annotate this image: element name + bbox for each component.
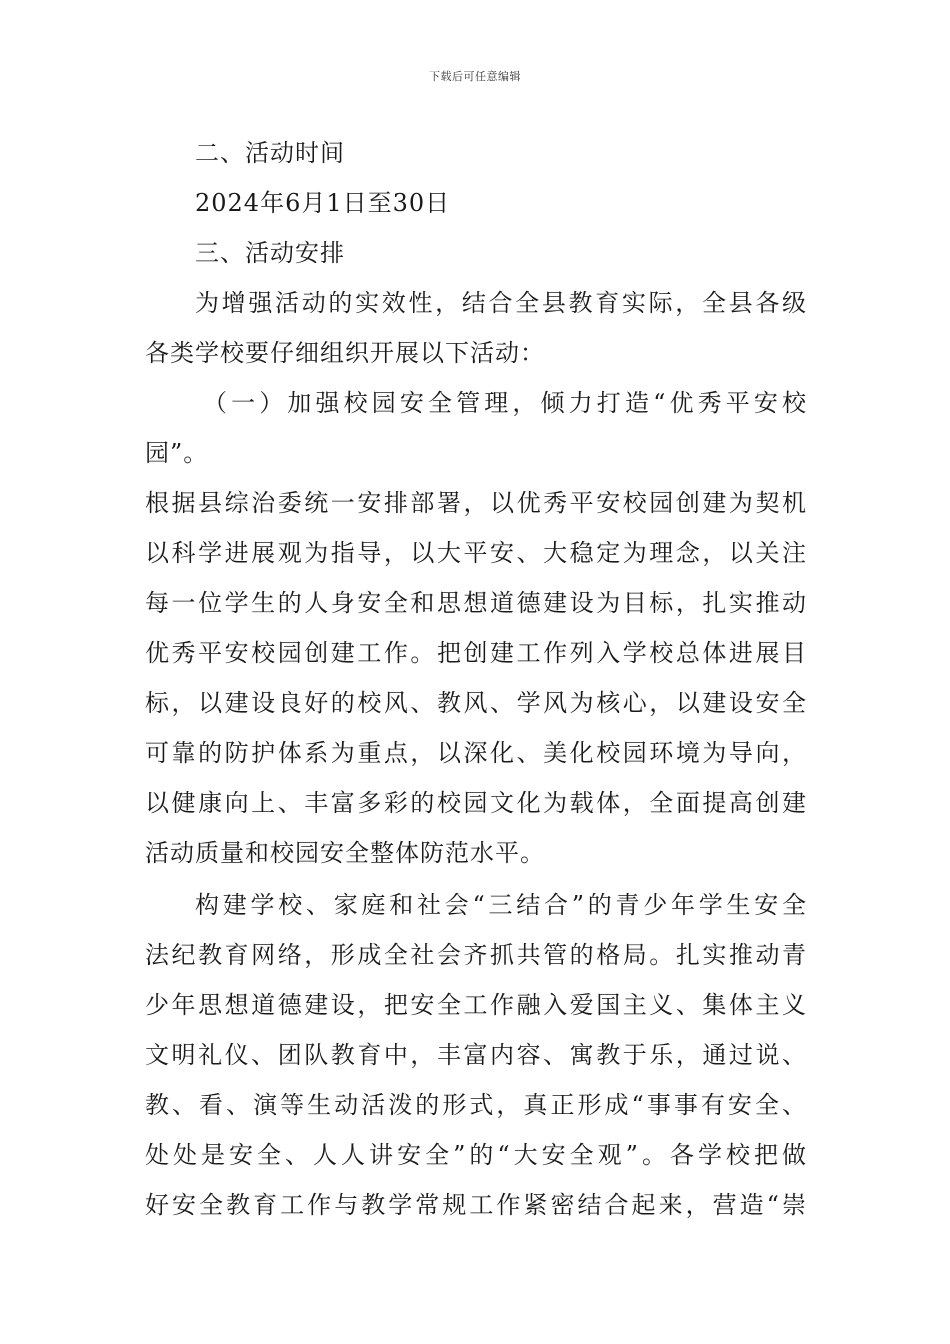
paragraph-line: 为增强活动的实效性，结合全县教育实际，全县各级 bbox=[195, 289, 807, 317]
paragraph-line: 各类学校要仔细组织开展以下活动： bbox=[145, 339, 545, 367]
paragraph-line: 少年思想道德建设，把安全工作融入爱国主义、集体主义 bbox=[145, 991, 807, 1019]
header-note: 下载后可任意编辑 bbox=[429, 70, 521, 83]
paragraph-line: 每一位学生的人身安全和思想道德建设为目标，扎实推动 bbox=[145, 589, 807, 617]
section-heading-time: 二、活动时间 bbox=[195, 139, 345, 167]
section-heading-arrangement: 三、活动安排 bbox=[195, 239, 345, 267]
paragraph-line: 以科学进展观为指导，以大平安、大稳定为理念，以关注 bbox=[145, 539, 807, 567]
paragraph-line: 法纪教育网络，形成全社会齐抓共管的格局。扎实推动青 bbox=[145, 941, 807, 969]
paragraph-line: 构建学校、家庭和社会“三结合”的青少年学生安全 bbox=[195, 891, 807, 919]
paragraph-line: 活动质量和校园安全整体防范水平。 bbox=[145, 839, 545, 867]
document-body bbox=[145, 128, 807, 1230]
paragraph-line: 处处是安全、人人讲安全”的“大安全观”。各学校把做 bbox=[145, 1141, 807, 1169]
paragraph-line: 优秀平安校园创建工作。把创建工作列入学校总体进展目 bbox=[145, 639, 807, 667]
activity-date: 2024年6月1日至30日 bbox=[195, 189, 451, 217]
paragraph-line: 教、看、演等生动活泼的形式，真正形成“事事有安全、 bbox=[145, 1091, 807, 1119]
paragraph-line: 好安全教育工作与教学常规工作紧密结合起来，营造“崇 bbox=[145, 1191, 807, 1219]
paragraph-line: 根据县综治委统一安排部署，以优秀平安校园创建为契机 bbox=[145, 489, 807, 517]
paragraph-line: 以健康向上、丰富多彩的校园文化为载体，全面提高创建 bbox=[145, 789, 807, 817]
subsection-heading: （一）加强校园安全管理，倾力打造“优秀平安校 bbox=[203, 389, 807, 417]
paragraph-line: 文明礼仪、团队教育中，丰富内容、寓教于乐，通过说、 bbox=[145, 1041, 807, 1069]
paragraph-line: 标，以建设良好的校风、教风、学风为核心，以建设安全 bbox=[145, 689, 807, 717]
paragraph-line: 可靠的防护体系为重点，以深化、美化校园环境为导向， bbox=[145, 739, 807, 767]
subsection-heading-end: 园”。 bbox=[145, 439, 209, 467]
